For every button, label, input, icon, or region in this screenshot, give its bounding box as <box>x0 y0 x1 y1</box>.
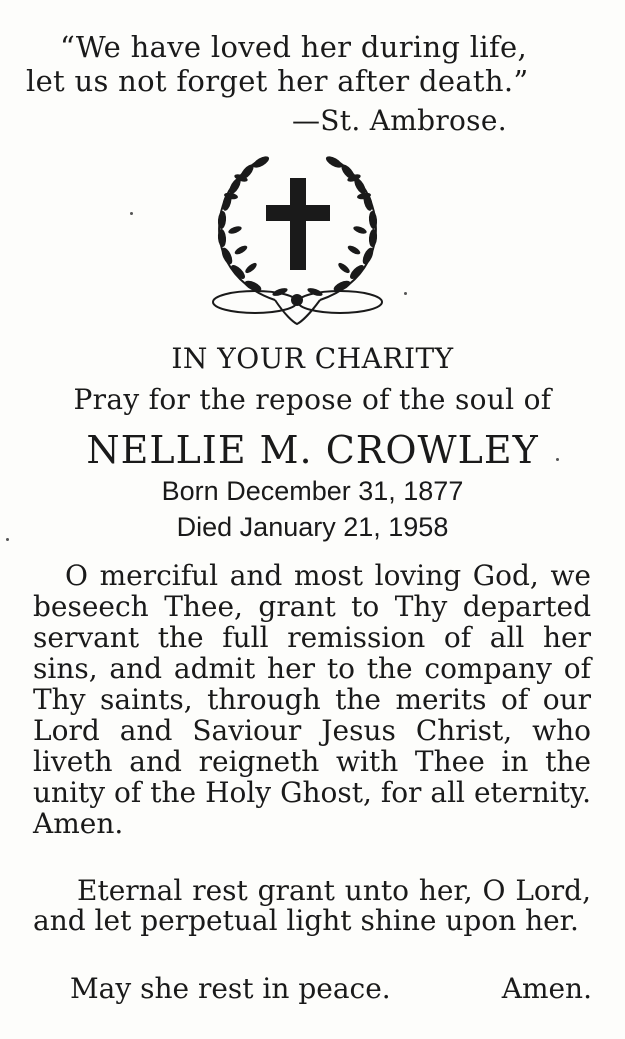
quote <box>26 30 586 98</box>
eternal-rest-paragraph <box>33 876 591 936</box>
birth-date: Born December 31, 1877 <box>161 476 464 506</box>
print-speck <box>130 212 133 215</box>
closing-text: May she rest in peace. <box>70 972 391 1005</box>
pray-for-repose-line: Pray for the repose of the soul of <box>73 383 552 416</box>
deceased-name: NELLIE M. CROWLEY <box>86 428 539 472</box>
closing-amen: Amen. <box>501 972 592 1005</box>
print-speck <box>404 292 407 295</box>
quote-line-1: “We have loved her during life, <box>60 30 527 64</box>
cross-in-laurel-wreath-icon <box>205 150 390 330</box>
quote-line-2: let us not forget her after death.” <box>26 64 529 98</box>
print-speck <box>556 458 559 461</box>
prayer-paragraph <box>33 560 591 839</box>
print-speck <box>6 538 9 541</box>
prayer-text: O merciful and most loving God, we beseech Thee, grant to Thy departed servant the full remission of all her sins, and admit her to the company of Thy saints, through the merits of our Lord and Saviour Jesus Christ, who liveth and reigneth with Thee in the unity of the Holy Ghost, for all eternity. Amen. <box>33 559 591 840</box>
closing-line <box>70 972 592 1005</box>
quote-attribution: —St. Ambrose. <box>292 104 507 137</box>
death-date: Died January 21, 1958 <box>176 512 449 542</box>
in-your-charity-heading: IN YOUR CHARITY <box>171 342 454 375</box>
eternal-rest-text: Eternal rest grant unto her, O Lord, and let perpetual light shine upon her. <box>33 874 591 937</box>
